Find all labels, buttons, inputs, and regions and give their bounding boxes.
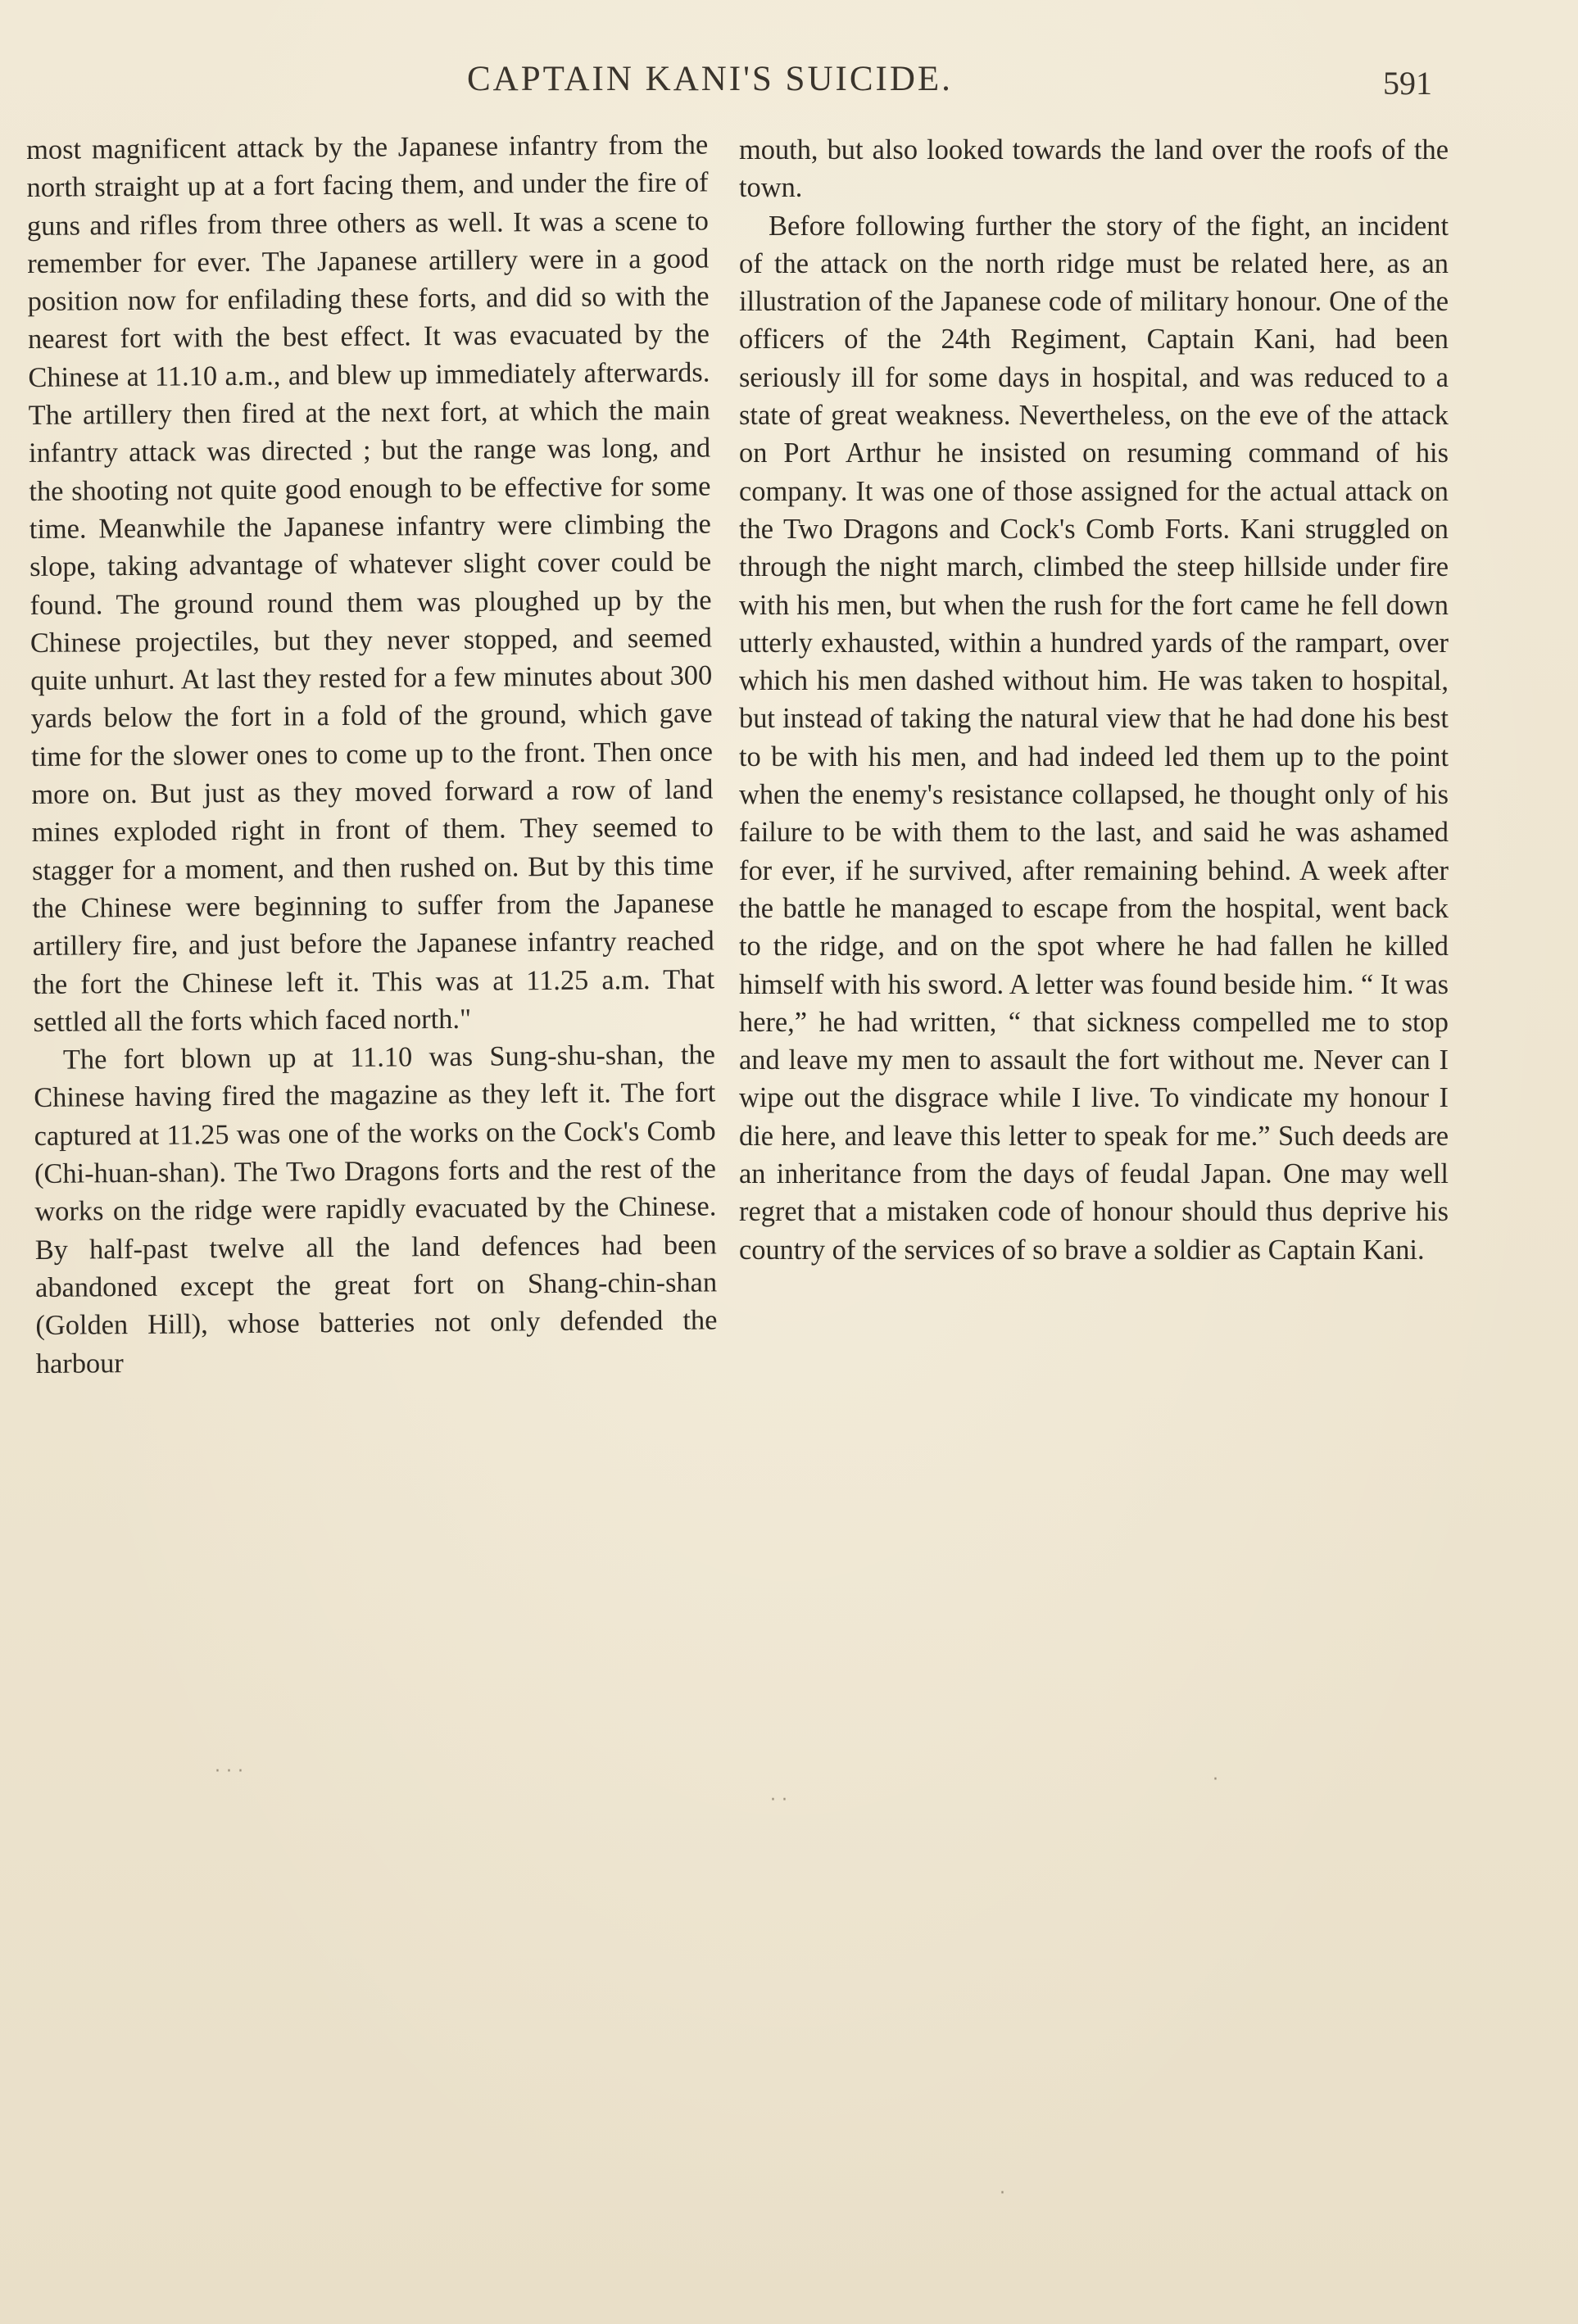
running-head <box>0 59 1578 116</box>
paragraph: most magnificent attack by the Japanese infantry from the north straight up at a fort facing them, and under the fire of guns and rifles from three others as well. It was a scene to remember for ever. The Japanese artillery were in a good position now for enfilading these forts, and did so with the nearest fort with the best effect. It was evacuated by the Chinese at 11.10 a.m., and blew up immediately afterwards. The artillery then fired at the next fort, at which the main infantry attack was directed ; but the range was long, and the shooting not quite good enough to be effective for some time. Meanwhile the Japanese infantry were climbing the slope, taking advantage of whatever slight cover could be found. The ground round them was ploughed up by the Chinese projectiles, but they never stopped, and seemed quite unhurt. At last they rested for a few minutes about 300 yards below the fort in a fold of the ground, which gave time for the slower ones to come up to the front. Then once more on. But just as they moved forward a row of land mines exploded right in front of them. They seemed to stagger for a moment, and then rushed on. But by this time the Chinese were beginning to suffer from the Japanese artillery fire, and just before the Japanese infantry reached the fort the Chinese left it. This was at 11.25 a.m. That settled all the forts which faced north." <box>26 129 715 1038</box>
page-number: 591 <box>1383 65 1432 102</box>
print-speck: · · · <box>215 1761 243 1782</box>
print-speck: · <box>1213 1769 1218 1790</box>
right-column <box>739 131 1449 1269</box>
paragraph: Before following further the story of the fight, an incident of the attack on the north ridge must be related here, as an illustration of the Japanese code of military honour. One of the officers of the 24th Regiment, Captain Kani, had been seriously ill for some days in hospital, and was reduced to a state of great weakness. Nevertheless, on the eve of the attack on Port Arthur he insisted on resuming command of his company. It was one of those assigned for the actual attack on the Two Dragons and Cock's Comb Forts. Kani struggled on through the night march, climbed the steep hillside under fire with his men, but when the rush for the fort came he fell down utterly exhausted, within a hundred yards of the rampart, over which his men dashed without him. He was taken to hospital, but instead of taking the natural view that he had done his best to be with his men, and had indeed led them up to the point when the enemy's resistance collapsed, he thought only of his failure to be with them to the last, and said he was ashamed for ever, if he survived, after remaining behind. A week after the battle he managed to escape from the hospital, went back to the ridge, and on the spot where he had fallen he killed himself with his sword. A letter was found beside him. “ It was here,” he had written, “ that sickness compelled me to stop and leave my men to assault the fort without me. Never can I wipe out the disgrace while I live. To vindicate my honour I die here, and leave this letter to speak for me.” Such deeds are an inheritance from the days of feudal Japan. One may well regret that a mistaken code of honour should thus deprive his country of the services of so brave a soldier as Captain Kani. <box>739 210 1449 1266</box>
paragraph: mouth, but also looked towards the land over the roofs of the town. <box>739 134 1449 204</box>
print-speck: · · <box>770 1790 787 1810</box>
left-column <box>26 125 718 1382</box>
print-speck: · <box>1000 2183 1005 2204</box>
paragraph: The fort blown up at 11.10 was Sung-shu-shan, the Chinese having fired the magazine as they left it. The fort captured at 11.25 was one of the works on the Cock's Comb (Chi-huan-shan). The Two Dragons forts and the rest of the works on the ridge were rapidly evacuated by the Chinese. By half-past twelve all the land defences had been abandoned except the great fort on Shang-chin-shan (Golden Hill), whose batteries not only defended the harbour <box>34 1039 718 1379</box>
running-title: CAPTAIN KANI'S SUICIDE. <box>467 60 953 98</box>
